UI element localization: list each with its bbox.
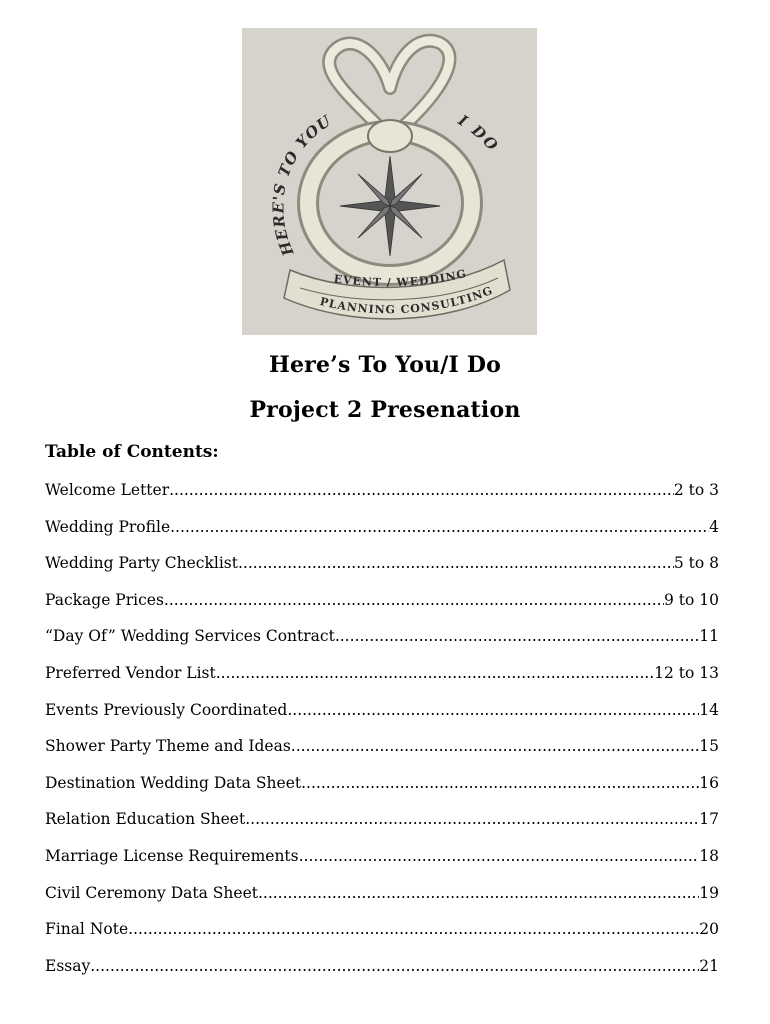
toc-entry: [45, 701, 725, 738]
toc-entry-title: “Day Of” Wedding Services Contract: [45, 627, 335, 646]
toc-entry-title: Wedding Party Checklist: [45, 554, 238, 573]
logo-arc-right-text: I DO: [454, 111, 503, 156]
document-title: Here’s To You/I Do: [268, 352, 502, 378]
toc-entry-title: Civil Ceremony Data Sheet: [45, 883, 258, 902]
toc-entry-pages: 20: [699, 920, 719, 939]
toc-entry: [45, 664, 725, 701]
toc-entry-pages: 17: [699, 810, 719, 829]
toc-dot-leader: [164, 591, 664, 609]
toc-dot-leader: [238, 554, 674, 572]
toc-dot-leader: [258, 884, 699, 902]
toc-dot-leader: [335, 627, 699, 645]
toc-entry-pages: 19: [699, 883, 719, 902]
toc-entry: [45, 810, 725, 847]
toc-entry: [45, 847, 725, 884]
toc-entry-pages: 12 to 13: [654, 663, 719, 682]
toc-dot-leader: [169, 481, 674, 499]
toc-entry: [45, 627, 725, 664]
toc-entry-title: Shower Party Theme and Ideas: [45, 737, 291, 756]
toc-dot-leader: [90, 957, 699, 975]
toc-entry: [45, 518, 725, 555]
toc-entry-title: Relation Education Sheet: [45, 810, 246, 829]
toc-entry-pages: 4: [709, 517, 719, 536]
table-of-contents: [45, 481, 725, 993]
toc-dot-leader: [128, 920, 699, 938]
toc-entry-pages: 5 to 8: [673, 554, 719, 573]
toc-entry-pages: 21: [699, 956, 719, 975]
toc-entry-pages: 16: [699, 773, 719, 792]
toc-entry-pages: 2 to 3: [673, 481, 719, 499]
toc-entry-title: Package Prices: [45, 590, 164, 609]
toc-dot-leader: [291, 737, 699, 755]
toc-entry-pages: 18: [699, 846, 719, 865]
toc-entry: [45, 737, 725, 774]
toc-entry-title: Wedding Profile: [45, 517, 171, 536]
ribbon-heart-logo-graphic: [242, 28, 537, 335]
toc-dot-leader: [216, 664, 654, 682]
logo-banner-line2: PLANNING CONSULTING: [318, 283, 496, 317]
company-logo: [242, 28, 537, 335]
toc-entry-pages: 11: [699, 627, 719, 646]
toc-entry-pages: 9 to 10: [664, 590, 719, 609]
toc-entry-title: Final Note: [45, 920, 129, 939]
toc-entry-title: Marriage License Requirements: [45, 846, 299, 865]
toc-entry: [45, 774, 725, 811]
toc-entry-title: Destination Wedding Data Sheet: [45, 773, 302, 792]
toc-entry: [45, 884, 725, 921]
toc-entry-title: Events Previously Coordinated: [45, 700, 288, 719]
logo-banner-line1: EVENT / WEDDING: [332, 266, 469, 290]
toc-entry-title: Essay: [45, 956, 91, 975]
toc-entry: [45, 591, 725, 628]
document-subtitle: Project 2 Presenation: [249, 397, 521, 423]
toc-entry-title: Welcome Letter: [45, 481, 170, 499]
toc-entry: [45, 554, 725, 591]
toc-dot-leader: [301, 774, 699, 792]
toc-dot-leader: [299, 847, 700, 865]
toc-dot-leader: [245, 810, 699, 828]
toc-entry: [45, 481, 725, 518]
toc-entry-pages: 15: [699, 737, 719, 756]
toc-entry: [45, 957, 725, 994]
toc-entry-pages: 14: [699, 700, 719, 719]
toc-dot-leader: [170, 518, 709, 536]
toc-entry-title: Preferred Vendor List: [45, 663, 216, 682]
logo-arc-left-text: HERE'S TO YOU: [269, 111, 335, 259]
toc-heading: Table of Contents:: [45, 442, 219, 462]
toc-dot-leader: [287, 701, 699, 719]
toc-entry: [45, 920, 725, 957]
